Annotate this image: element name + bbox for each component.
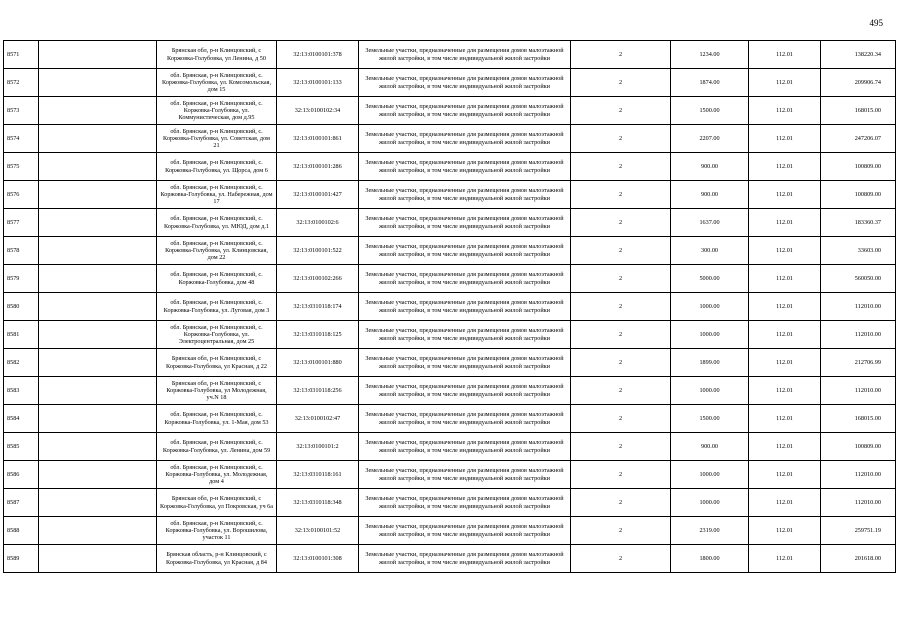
table-row: [4, 433, 896, 461]
cell-cadastral-number: 32:13:0100102:47: [277, 405, 359, 433]
cell-address: Брянская обл, р-н Клинцовский, с Коржовка-Голубовка, ул Ленина, д 50: [157, 41, 277, 69]
cell-land-purpose: Земельные участки, предназначенные для размещения домов малоэтажной жилой застройки, в том числе индивидуальной жилой застройки: [359, 153, 571, 181]
cell-rate: 112.01: [749, 377, 821, 405]
cell-cadastral-number: 32:13:0100101:286: [277, 153, 359, 181]
cell-cadastral-number: 32:13:0310118:161: [277, 461, 359, 489]
cell-address: Брянская область, р-н Клинцовский, с Коржовка-Голубовка, ул Красная, д 84: [157, 545, 277, 573]
table-row: [4, 405, 896, 433]
table-row: [4, 237, 896, 265]
cell-id: 8589: [4, 545, 39, 573]
cell-empty: [39, 237, 157, 265]
cell-cadastral-value: 212706.99: [821, 349, 896, 377]
cell-cadastral-value: 168015.00: [821, 97, 896, 125]
cell-area: 900.00: [671, 153, 749, 181]
cell-land-purpose: Земельные участки, предназначенные для размещения домов малоэтажной жилой застройки, в том числе индивидуальной жилой застройки: [359, 181, 571, 209]
cell-cadastral-number: 32:13:0100101:133: [277, 69, 359, 97]
cell-cadastral-value: 100809.00: [821, 433, 896, 461]
cell-rate: 112.01: [749, 433, 821, 461]
cell-empty: [39, 545, 157, 573]
cell-address: обл. Брянская, р-н Клинцовский, с. Коржовка-Голубовка, ул. Молодежная, дом 4: [157, 461, 277, 489]
cell-address: Брянская обл, р-н Клинцовский, с Коржовка-Голубовка, ул Покровская, уч 6а: [157, 489, 277, 517]
cell-cadastral-value: 259751.19: [821, 517, 896, 545]
cell-rate: 112.01: [749, 321, 821, 349]
cell-address: обл. Брянская, р-н Клинцовский, с. Коржовка-Голубовка, ул. Набережная, дом 17: [157, 181, 277, 209]
table-row: [4, 69, 896, 97]
cell-address: обл. Брянская, р-н Клинцовский, с. Коржовка-Голубовка, ул. Электроцентральная, дом 25: [157, 321, 277, 349]
cell-address: обл. Брянская, р-н Клинцовский, с. Коржовка-Голубовка, ул. Коммунистическая, дом д.95: [157, 97, 277, 125]
cell-land-purpose: Земельные участки, предназначенные для размещения домов малоэтажной жилой застройки, в том числе индивидуальной жилой застройки: [359, 461, 571, 489]
cell-rate: 112.01: [749, 517, 821, 545]
cell-id: 8577: [4, 209, 39, 237]
cell-empty: [39, 125, 157, 153]
cell-rate: 112.01: [749, 489, 821, 517]
cell-area: 2207.00: [671, 125, 749, 153]
table-row: [4, 377, 896, 405]
table-row: [4, 461, 896, 489]
cell-address: обл. Брянская, р-н Клинцовский, с. Коржовка-Голубовка, ул. Ленина, дом 59: [157, 433, 277, 461]
cell-rate: 112.01: [749, 293, 821, 321]
cell-empty: [39, 97, 157, 125]
cell-rate: 112.01: [749, 97, 821, 125]
cell-empty: [39, 461, 157, 489]
cell-land-purpose: Земельные участки, предназначенные для размещения домов малоэтажной жилой застройки, в том числе индивидуальной жилой застройки: [359, 405, 571, 433]
cell-group: 2: [571, 321, 671, 349]
cell-rate: 112.01: [749, 153, 821, 181]
cell-rate: 112.01: [749, 125, 821, 153]
cell-land-purpose: Земельные участки, предназначенные для размещения домов малоэтажной жилой застройки, в том числе индивидуальной жилой застройки: [359, 237, 571, 265]
cell-id: 8575: [4, 153, 39, 181]
cell-cadastral-number: 32:13:0100101:2: [277, 433, 359, 461]
cell-group: 2: [571, 69, 671, 97]
table-row: [4, 265, 896, 293]
table-row: [4, 349, 896, 377]
cell-address: обл. Брянская, р-н Клинцовский, с. Коржовка-Голубовка, ул. Клинцовская, дом 22: [157, 237, 277, 265]
cell-cadastral-number: 32:13:0100101:861: [277, 125, 359, 153]
table-row: [4, 97, 896, 125]
cell-land-purpose: Земельные участки, предназначенные для размещения домов малоэтажной жилой застройки, в том числе индивидуальной жилой застройки: [359, 489, 571, 517]
cell-empty: [39, 181, 157, 209]
cell-empty: [39, 293, 157, 321]
cell-area: 1899.00: [671, 349, 749, 377]
cell-group: 2: [571, 153, 671, 181]
cell-land-purpose: Земельные участки, предназначенные для размещения домов малоэтажной жилой застройки, в том числе индивидуальной жилой застройки: [359, 349, 571, 377]
cell-group: 2: [571, 517, 671, 545]
cell-group: 2: [571, 237, 671, 265]
cell-group: 2: [571, 461, 671, 489]
cell-id: 8587: [4, 489, 39, 517]
cell-group: 2: [571, 293, 671, 321]
cell-area: 1500.00: [671, 405, 749, 433]
cell-cadastral-number: 32:13:0310118:256: [277, 377, 359, 405]
cell-id: 8580: [4, 293, 39, 321]
cell-address: обл. Брянская, р-н Клинцовский, с. Коржовка-Голубовка, ул. Щорса, дом 6: [157, 153, 277, 181]
cell-rate: 112.01: [749, 209, 821, 237]
cell-cadastral-value: 209906.74: [821, 69, 896, 97]
cell-id: 8581: [4, 321, 39, 349]
cell-address: обл. Брянская, р-н Клинцовский, с. Коржовка-Голубовка, ул. Ворошилова, участок 11: [157, 517, 277, 545]
cell-cadastral-number: 32:13:0100102:266: [277, 265, 359, 293]
cell-cadastral-value: 201618.00: [821, 545, 896, 573]
cell-area: 1500.00: [671, 97, 749, 125]
cell-cadastral-value: 112010.00: [821, 461, 896, 489]
cell-land-purpose: Земельные участки, предназначенные для размещения домов малоэтажной жилой застройки, в том числе индивидуальной жилой застройки: [359, 377, 571, 405]
cell-cadastral-value: 112010.00: [821, 321, 896, 349]
cell-cadastral-number: 32:13:0100102:34: [277, 97, 359, 125]
cell-id: 8576: [4, 181, 39, 209]
table-row: [4, 41, 896, 69]
cell-area: 1800.00: [671, 545, 749, 573]
cell-area: 900.00: [671, 433, 749, 461]
cell-address: обл. Брянская, р-н Клинцовский, с. Коржовка-Голубовка, ул. 1-Мая, дом 53: [157, 405, 277, 433]
cell-group: 2: [571, 181, 671, 209]
cell-land-purpose: Земельные участки, предназначенные для размещения домов малоэтажной жилой застройки, в том числе индивидуальной жилой застройки: [359, 545, 571, 573]
table-row: [4, 293, 896, 321]
cell-group: 2: [571, 125, 671, 153]
cell-empty: [39, 377, 157, 405]
cell-cadastral-value: 138220.34: [821, 41, 896, 69]
table-row: [4, 517, 896, 545]
cell-group: 2: [571, 377, 671, 405]
cell-land-purpose: Земельные участки, предназначенные для размещения домов малоэтажной жилой застройки, в том числе индивидуальной жилой застройки: [359, 265, 571, 293]
table-row: [4, 209, 896, 237]
cell-group: 2: [571, 489, 671, 517]
table-row: [4, 321, 896, 349]
table-row: [4, 489, 896, 517]
registry-body: [4, 41, 896, 573]
cell-id: 8572: [4, 69, 39, 97]
cell-empty: [39, 153, 157, 181]
cell-area: 1000.00: [671, 461, 749, 489]
cell-area: 1000.00: [671, 293, 749, 321]
cell-area: 1874.00: [671, 69, 749, 97]
cell-id: 8586: [4, 461, 39, 489]
cell-cadastral-value: 33603.00: [821, 237, 896, 265]
cell-empty: [39, 405, 157, 433]
cell-cadastral-number: 32:13:0100101:880: [277, 349, 359, 377]
cell-id: 8571: [4, 41, 39, 69]
cell-id: 8579: [4, 265, 39, 293]
cell-rate: 112.01: [749, 545, 821, 573]
cell-group: 2: [571, 41, 671, 69]
cell-group: 2: [571, 209, 671, 237]
cell-address: обл. Брянская, р-н Клинцовский, с. Коржовка-Голубовка, ул. Комсомольская, дом 15: [157, 69, 277, 97]
cell-empty: [39, 517, 157, 545]
cell-area: 1637.00: [671, 209, 749, 237]
cell-rate: 112.01: [749, 461, 821, 489]
cell-area: 1234.00: [671, 41, 749, 69]
cell-cadastral-value: 247206.07: [821, 125, 896, 153]
cell-cadastral-number: 32:13:0100101:522: [277, 237, 359, 265]
cell-empty: [39, 489, 157, 517]
cell-empty: [39, 321, 157, 349]
table-row: [4, 181, 896, 209]
cell-rate: 112.01: [749, 237, 821, 265]
cell-cadastral-number: 32:13:0100101:52: [277, 517, 359, 545]
cell-land-purpose: Земельные участки, предназначенные для размещения домов малоэтажной жилой застройки, в том числе индивидуальной жилой застройки: [359, 209, 571, 237]
cell-cadastral-value: 112010.00: [821, 377, 896, 405]
cell-cadastral-number: 32:13:0100101:427: [277, 181, 359, 209]
cell-cadastral-value: 560050.00: [821, 265, 896, 293]
cell-cadastral-value: 100809.00: [821, 181, 896, 209]
cell-cadastral-number: 32:13:0310118:125: [277, 321, 359, 349]
cell-group: 2: [571, 349, 671, 377]
land-registry-table: [3, 40, 896, 573]
cell-address: обл. Брянская, р-н Клинцовский, с. Коржовка-Голубовка, ул. Луговая, дом 3: [157, 293, 277, 321]
cell-land-purpose: Земельные участки, предназначенные для размещения домов малоэтажной жилой застройки, в том числе индивидуальной жилой застройки: [359, 69, 571, 97]
cell-id: 8573: [4, 97, 39, 125]
cell-group: 2: [571, 405, 671, 433]
cell-cadastral-number: 32:13:0310118:174: [277, 293, 359, 321]
cell-group: 2: [571, 433, 671, 461]
cell-rate: 112.01: [749, 349, 821, 377]
cell-land-purpose: Земельные участки, предназначенные для размещения домов малоэтажной жилой застройки, в том числе индивидуальной жилой застройки: [359, 41, 571, 69]
cell-rate: 112.01: [749, 69, 821, 97]
cell-id: 8585: [4, 433, 39, 461]
cell-cadastral-value: 112010.00: [821, 489, 896, 517]
cell-cadastral-value: 112010.00: [821, 293, 896, 321]
cell-id: 8588: [4, 517, 39, 545]
cell-empty: [39, 433, 157, 461]
cell-rate: 112.01: [749, 405, 821, 433]
cell-group: 2: [571, 265, 671, 293]
cell-empty: [39, 349, 157, 377]
table-row: [4, 125, 896, 153]
cell-empty: [39, 41, 157, 69]
cell-land-purpose: Земельные участки, предназначенные для размещения домов малоэтажной жилой застройки, в том числе индивидуальной жилой застройки: [359, 321, 571, 349]
cell-cadastral-value: 100809.00: [821, 153, 896, 181]
cell-cadastral-number: 32:13:0310118:348: [277, 489, 359, 517]
table-row: [4, 153, 896, 181]
cell-id: 8584: [4, 405, 39, 433]
cell-address: Брянская обл, р-н Клинцовский, с Коржовка-Голубовка, ул Молодежная, уч.N 18: [157, 377, 277, 405]
cell-id: 8578: [4, 237, 39, 265]
cell-empty: [39, 265, 157, 293]
cell-cadastral-value: 183360.37: [821, 209, 896, 237]
cell-rate: 112.01: [749, 181, 821, 209]
cell-land-purpose: Земельные участки, предназначенные для размещения домов малоэтажной жилой застройки, в том числе индивидуальной жилой застройки: [359, 125, 571, 153]
cell-area: 2319.00: [671, 517, 749, 545]
cell-area: 900.00: [671, 181, 749, 209]
cell-rate: 112.01: [749, 41, 821, 69]
cell-cadastral-number: 32:13:0100102:6: [277, 209, 359, 237]
cell-group: 2: [571, 97, 671, 125]
page-number: 495: [869, 18, 883, 28]
cell-address: обл. Брянская, р-н Клинцовский, с. Коржовка-Голубовка, ул. МЮД, дом д.1: [157, 209, 277, 237]
cell-address: Брянская обл, р-н Клинцовский, с Коржовка-Голубовка, ул Красная, д 22: [157, 349, 277, 377]
cell-empty: [39, 69, 157, 97]
cell-area: 1000.00: [671, 321, 749, 349]
cell-rate: 112.01: [749, 265, 821, 293]
cell-area: 1000.00: [671, 489, 749, 517]
cell-area: 300.00: [671, 237, 749, 265]
cell-land-purpose: Земельные участки, предназначенные для размещения домов малоэтажной жилой застройки, в том числе индивидуальной жилой застройки: [359, 97, 571, 125]
cell-cadastral-value: 168015.00: [821, 405, 896, 433]
cell-address: обл. Брянская, р-н Клинцовский, с. Коржовка-Голубовка, ул. Советская, дом 21: [157, 125, 277, 153]
cell-address: обл. Брянская, р-н Клинцовский, с. Коржовка-Голубовка, дом 48: [157, 265, 277, 293]
cell-area: 1000.00: [671, 377, 749, 405]
cell-id: 8574: [4, 125, 39, 153]
cell-cadastral-number: 32:13:0100101:308: [277, 545, 359, 573]
cell-empty: [39, 209, 157, 237]
cell-id: 8582: [4, 349, 39, 377]
cell-land-purpose: Земельные участки, предназначенные для размещения домов малоэтажной жилой застройки, в том числе индивидуальной жилой застройки: [359, 433, 571, 461]
cell-id: 8583: [4, 377, 39, 405]
cell-area: 5000.00: [671, 265, 749, 293]
table-row: [4, 545, 896, 573]
cell-land-purpose: Земельные участки, предназначенные для размещения домов малоэтажной жилой застройки, в том числе индивидуальной жилой застройки: [359, 293, 571, 321]
cell-group: 2: [571, 545, 671, 573]
cell-cadastral-number: 32:13:0100101:378: [277, 41, 359, 69]
cell-land-purpose: Земельные участки, предназначенные для размещения домов малоэтажной жилой застройки, в том числе индивидуальной жилой застройки: [359, 517, 571, 545]
